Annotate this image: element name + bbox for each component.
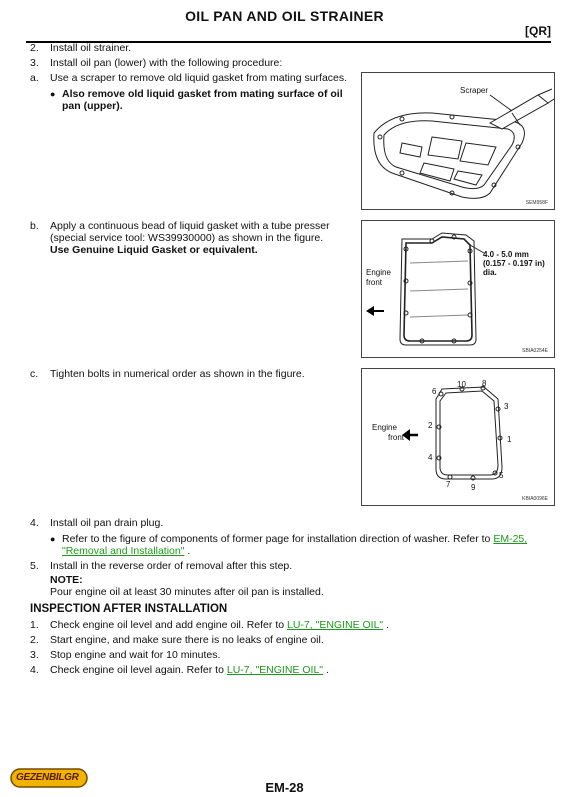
bead-dimension-3: dia.	[483, 268, 497, 277]
figure-gasket-bead	[361, 220, 555, 358]
item-text	[50, 664, 329, 677]
bolt-number: 7	[446, 480, 451, 489]
item-text-body: Check engine oil level again. Refer to	[50, 664, 224, 676]
link-lu-7[interactable]: LU-7, "ENGINE OIL"	[287, 619, 384, 631]
page-title: OIL PAN AND OIL STRAINER	[185, 8, 384, 24]
engine-front-label-2: front	[388, 433, 405, 442]
engine-front-label-1: Engine	[366, 268, 391, 277]
scraper-label: Scraper	[460, 86, 489, 95]
bolt-number: 4	[428, 453, 433, 462]
step-number: 3.	[30, 57, 39, 69]
step-text: Use a scraper to remove old liquid gasket from mating surfaces.	[50, 72, 348, 84]
bolt-number: 1	[507, 435, 512, 444]
step-number: 5.	[30, 560, 39, 572]
step-letter: a.	[30, 72, 39, 84]
link-removal-installation[interactable]: "Removal and Installation"	[62, 545, 185, 557]
gasket-bead-drawing	[362, 221, 554, 357]
step-text: Apply a continuous bead of liquid gasket with a tube presser	[50, 220, 330, 232]
oil-pan-scraper-drawing	[362, 73, 554, 209]
item-text-body: Check engine oil level and add engine oil. Refer to	[50, 619, 285, 631]
engine-front-label-1: Engine	[372, 423, 397, 432]
bullet-text: Also remove old liquid gasket from mating surface of oil	[62, 88, 343, 100]
page-number: EM-28	[265, 780, 304, 795]
item-text: Start engine, and make sure there is no leaks of engine oil.	[50, 634, 324, 646]
bolt-number: 6	[432, 387, 437, 396]
step-letter: b.	[30, 220, 39, 232]
item-text	[50, 619, 389, 632]
bolt-number: 3	[504, 402, 509, 411]
note-body-text: Pour engine oil at least 30 minutes after oil pan is installed.	[50, 586, 324, 598]
bead-dimension-1: 4.0 - 5.0 mm	[483, 250, 529, 259]
step-number: 2.	[30, 42, 39, 54]
figure-code: SEM958F	[525, 200, 548, 206]
item-number: 1.	[30, 619, 39, 631]
bead-dimension-2: (0.157 - 0.197 in)	[483, 259, 545, 268]
bolt-number: 8	[482, 379, 487, 388]
note-label-text: NOTE:	[50, 574, 83, 586]
bullet-text: pan (upper).	[62, 100, 123, 112]
bolt-number: 5	[499, 471, 504, 480]
bullet-text	[62, 545, 190, 558]
bolt-number: 2	[428, 421, 433, 430]
item-number: 4.	[30, 664, 39, 676]
logo-text: GEZENBILGR	[16, 772, 79, 783]
step-text: (special service tool: WS39930000) as shown in the figure.	[50, 232, 324, 244]
step-text: Install in the reverse order of removal after this step.	[50, 560, 293, 572]
link-lu-7[interactable]: LU-7, "ENGINE OIL"	[226, 664, 324, 676]
step-letter: c.	[30, 368, 39, 380]
item-number: 2.	[30, 634, 39, 646]
engine-code: [QR]	[525, 24, 551, 38]
bullet-icon: ●	[50, 89, 56, 99]
bullet-icon: ●	[50, 534, 56, 544]
item-text: Stop engine and wait for 10 minutes.	[50, 649, 221, 661]
step-text: Use Genuine Liquid Gasket or equivalent.	[50, 244, 258, 256]
step-text: Install oil strainer.	[50, 42, 132, 54]
punctuation: .	[187, 545, 191, 557]
link-em-25[interactable]: EM-25,	[493, 533, 528, 545]
bolt-number: 10	[457, 380, 466, 389]
step-text: Tighten bolts in numerical order as shown in the figure.	[50, 368, 305, 380]
bolt-number: 9	[471, 483, 476, 492]
figure-scraper	[361, 72, 555, 210]
punctuation: .	[325, 664, 329, 676]
figure-bolt-order	[361, 368, 555, 506]
section-heading: INSPECTION AFTER INSTALLATION	[30, 603, 228, 615]
bullet-text-body: Refer to the figure of components of former page for installation direction of washer. Refer to	[62, 533, 491, 545]
engine-front-label-2: front	[366, 278, 383, 287]
item-number: 3.	[30, 649, 39, 661]
figure-code: KBIA0096E	[522, 496, 548, 502]
step-text: Install oil pan (lower) with the following procedure:	[50, 57, 283, 69]
step-text: Install oil pan drain plug.	[50, 517, 164, 529]
figure-code: SBIA0254E	[522, 348, 548, 354]
punctuation: .	[386, 619, 389, 631]
step-number: 4.	[30, 517, 39, 529]
